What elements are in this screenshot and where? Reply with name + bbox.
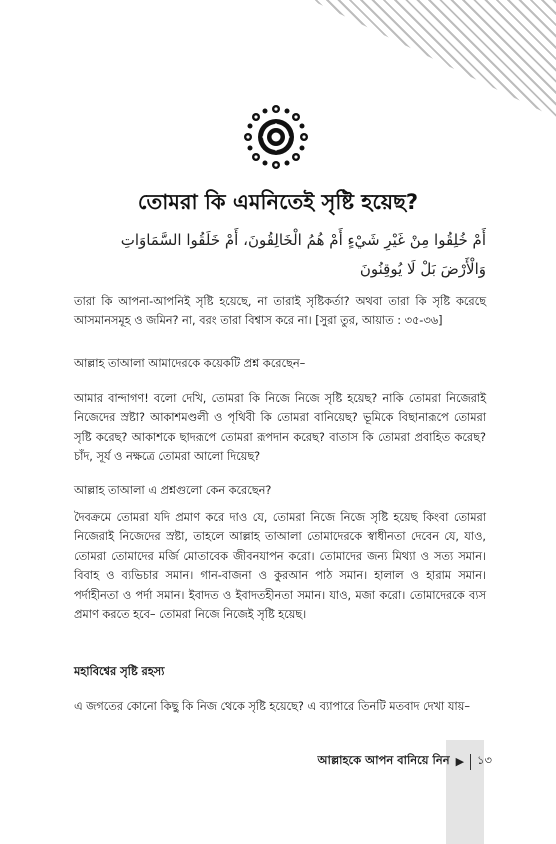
intro-paragraph: আল্লাহ তাআলা আমাদেরকে কয়েকটি প্রশ্ন করেছেন–: [74, 357, 306, 370]
triangle-right-icon: ▶: [455, 755, 465, 768]
answer-paragraph: দৈবক্রমে তোমরা যদি প্রমাণ করে দাও যে, তোমরা নিজে নিজে সৃষ্টি হয়েছ কিংবা তোমরা নিজেরাই নিজেদের স্রষ্টা, তাহলে আল্লাহ তাআলা তোমাদেরকে স্বাধীনতা দেবেন যে, যাও, তোমরা তোমাদের মর্জি মোতাবেক জীবনযাপন করো। তোমাদের জন্য মিথ্যা ও সত্য সমান। বিবাহ ও ব্যভিচার সমান। গান-বাজনা ও কুরআন পাঠ সমান। হালাল ও হারাম সমান। পর্দাহীনতা ও পর্দা সমান। ইবাদত ও ইবাদতহীনতা সমান। যাও, মজা করো। তোমাদেরকে ব্যস প্রমাণ করতে হবে– তোমরা নিজে নিজেই সৃষ্টি হয়েছ।: [74, 511, 486, 622]
footer-divider: [470, 754, 471, 770]
page-number: ১৩: [477, 753, 492, 767]
page-footer: [270, 752, 492, 771]
floral-ornament-icon: [243, 104, 309, 170]
why-paragraph: আল্লাহ তাআলা এ প্রশ্নগুলো কেন করেছেন?: [74, 484, 272, 497]
chapter-title: তোমরা কি এমনিতেই সৃষ্টি হয়েছ?: [137, 190, 419, 214]
questions-paragraph: আমার বান্দাগণ! বলো দেখি, তোমরা কি নিজে নিজে সৃষ্টি হয়েছ? নাকি তোমরা নিজেরাই নিজেদের স্রষ্টা? আকাশমণ্ডলী ও পৃথিবী কি তোমরা বানিয়েছ? ভূমিকে বিছানারূপে তোমরা সৃষ্টি করেছ? আকাশকে ছাদরূপে তোমরা রূপদান করেছ? বাতাস কি তোমরা প্রবাহিত করেছ? চাঁদ, সূর্য ও নক্ষত্রে তোমরা আলো দিয়েছ?: [74, 392, 486, 464]
closing-paragraph: এ জগতের কোনো কিছু কি নিজ থেকে সৃষ্টি হয়েছে? এ ব্যাপারে তিনটি মতবাদ দেখা যায়–: [74, 700, 470, 713]
corner-hatch-decoration: [311, 0, 556, 118]
section-heading: মহাবিশ্বের সৃষ্টি রহস্য: [74, 665, 165, 678]
footer-book-title: আল্লাহকে আপন বানিয়ে নিন: [317, 753, 450, 767]
translation-paragraph: তারা কি আপনা-আপনিই সৃষ্টি হয়েছে, না তারাই সৃষ্টিকর্তা? অথবা তারা কি সৃষ্টি করেছে আসমানসমূহ ও জমিন? না, বরং তারা বিশ্বাস করে না। [সুরা তুর, আয়াত : ৩৫-৩৬]: [74, 295, 486, 328]
arabic-verse: أَمْ خُلِقُوا مِنْ غَيْرِ شَيْءٍ أَمْ هُمُ الْخَالِقُونَ، أَمْ خَلَقُوا السَّمَاوَاتِ وَالْأَرْضَ بَلْ لَا يُوقِنُونَ: [120, 231, 486, 278]
